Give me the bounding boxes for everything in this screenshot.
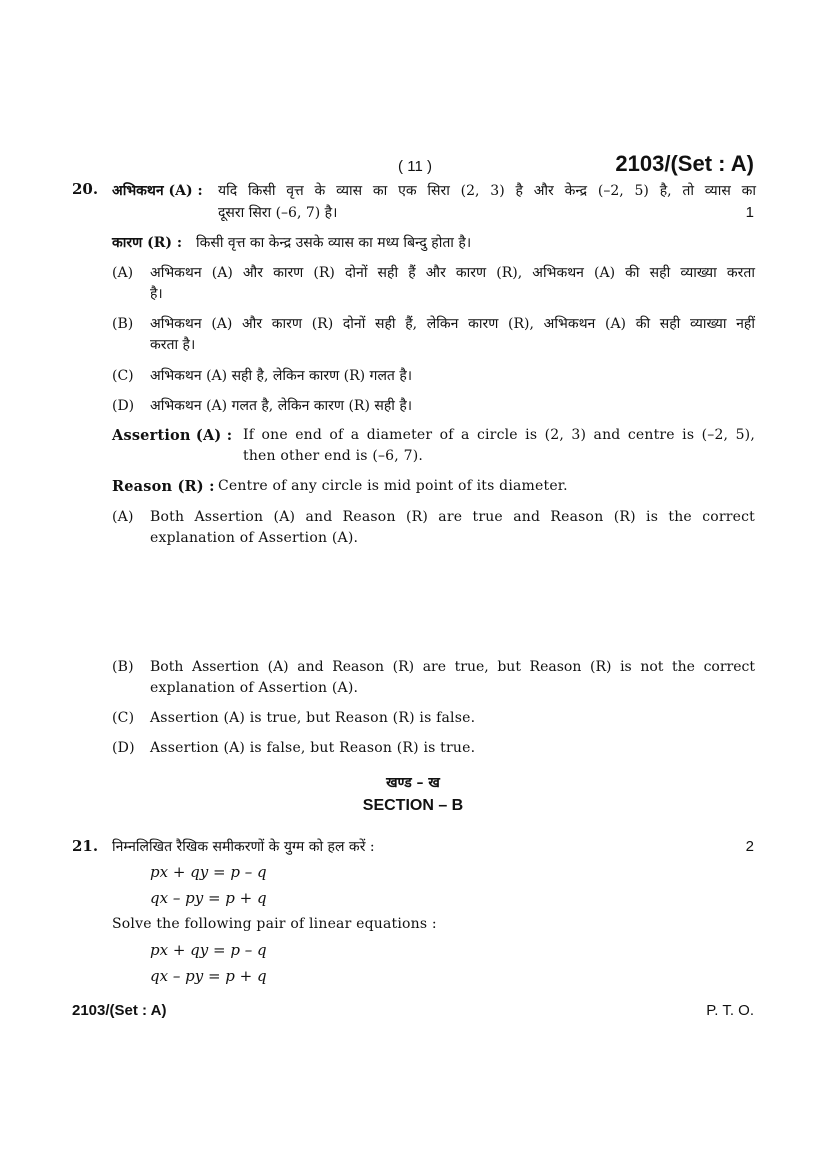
assertion-text-en: If one end of a diameter of a circle is (2, 3) and centre is (–2, 5), xyxy=(243,427,755,443)
question-number: 21. xyxy=(72,837,99,855)
question-number: 20. xyxy=(72,180,99,198)
assertion-label-en: Assertion (A) : xyxy=(112,427,233,444)
page-number: ( 11 ) xyxy=(398,158,432,175)
assertion-text-hi-line2: दूसरा सिरा (–6, 7) है। xyxy=(218,205,338,221)
reason-label-en: Reason (R) : xyxy=(112,478,215,495)
equation-1-en: px + qy = p – q xyxy=(150,941,267,959)
reason-text-en: Centre of any circle is mid point of its diameter. xyxy=(218,478,568,494)
marks: 1 xyxy=(745,204,754,221)
section-title-en: SECTION – B xyxy=(362,797,464,814)
assertion-text-hi: यदि किसी वृत्त के व्यास का एक सिरा (2, 3) है और केन्द्र (–2, 5) है, तो व्यास का xyxy=(218,183,756,199)
question-text-hi: निम्नलिखित रैखिक समीकरणों के युग्म को हल करें : xyxy=(112,839,375,855)
assertion-label-hi: अभिकथन (A) : xyxy=(112,183,203,199)
assertion-text-en-line2: then other end is (–6, 7). xyxy=(243,448,424,464)
section-title-hi: खण्ड – ख xyxy=(386,775,440,791)
reason-text-hi: किसी वृत्त का केन्द्र उसके व्यास का मध्य बिन्दु होता है। xyxy=(196,235,472,251)
set-code-footer: 2103/(Set : A) xyxy=(72,1002,167,1019)
marks: 2 xyxy=(745,838,754,855)
equation-2-en: qx – py = p + q xyxy=(150,967,267,985)
equation-2-hi: qx – py = p + q xyxy=(150,889,267,907)
reason-label-hi: कारण (R) : xyxy=(112,235,183,251)
set-code-header: 2103/(Set : A) xyxy=(615,151,754,176)
question-text-en: Solve the following pair of linear equations : xyxy=(112,916,437,932)
pto-label: P. T. O. xyxy=(706,1002,754,1019)
equation-1-hi: px + qy = p – q xyxy=(150,863,267,881)
